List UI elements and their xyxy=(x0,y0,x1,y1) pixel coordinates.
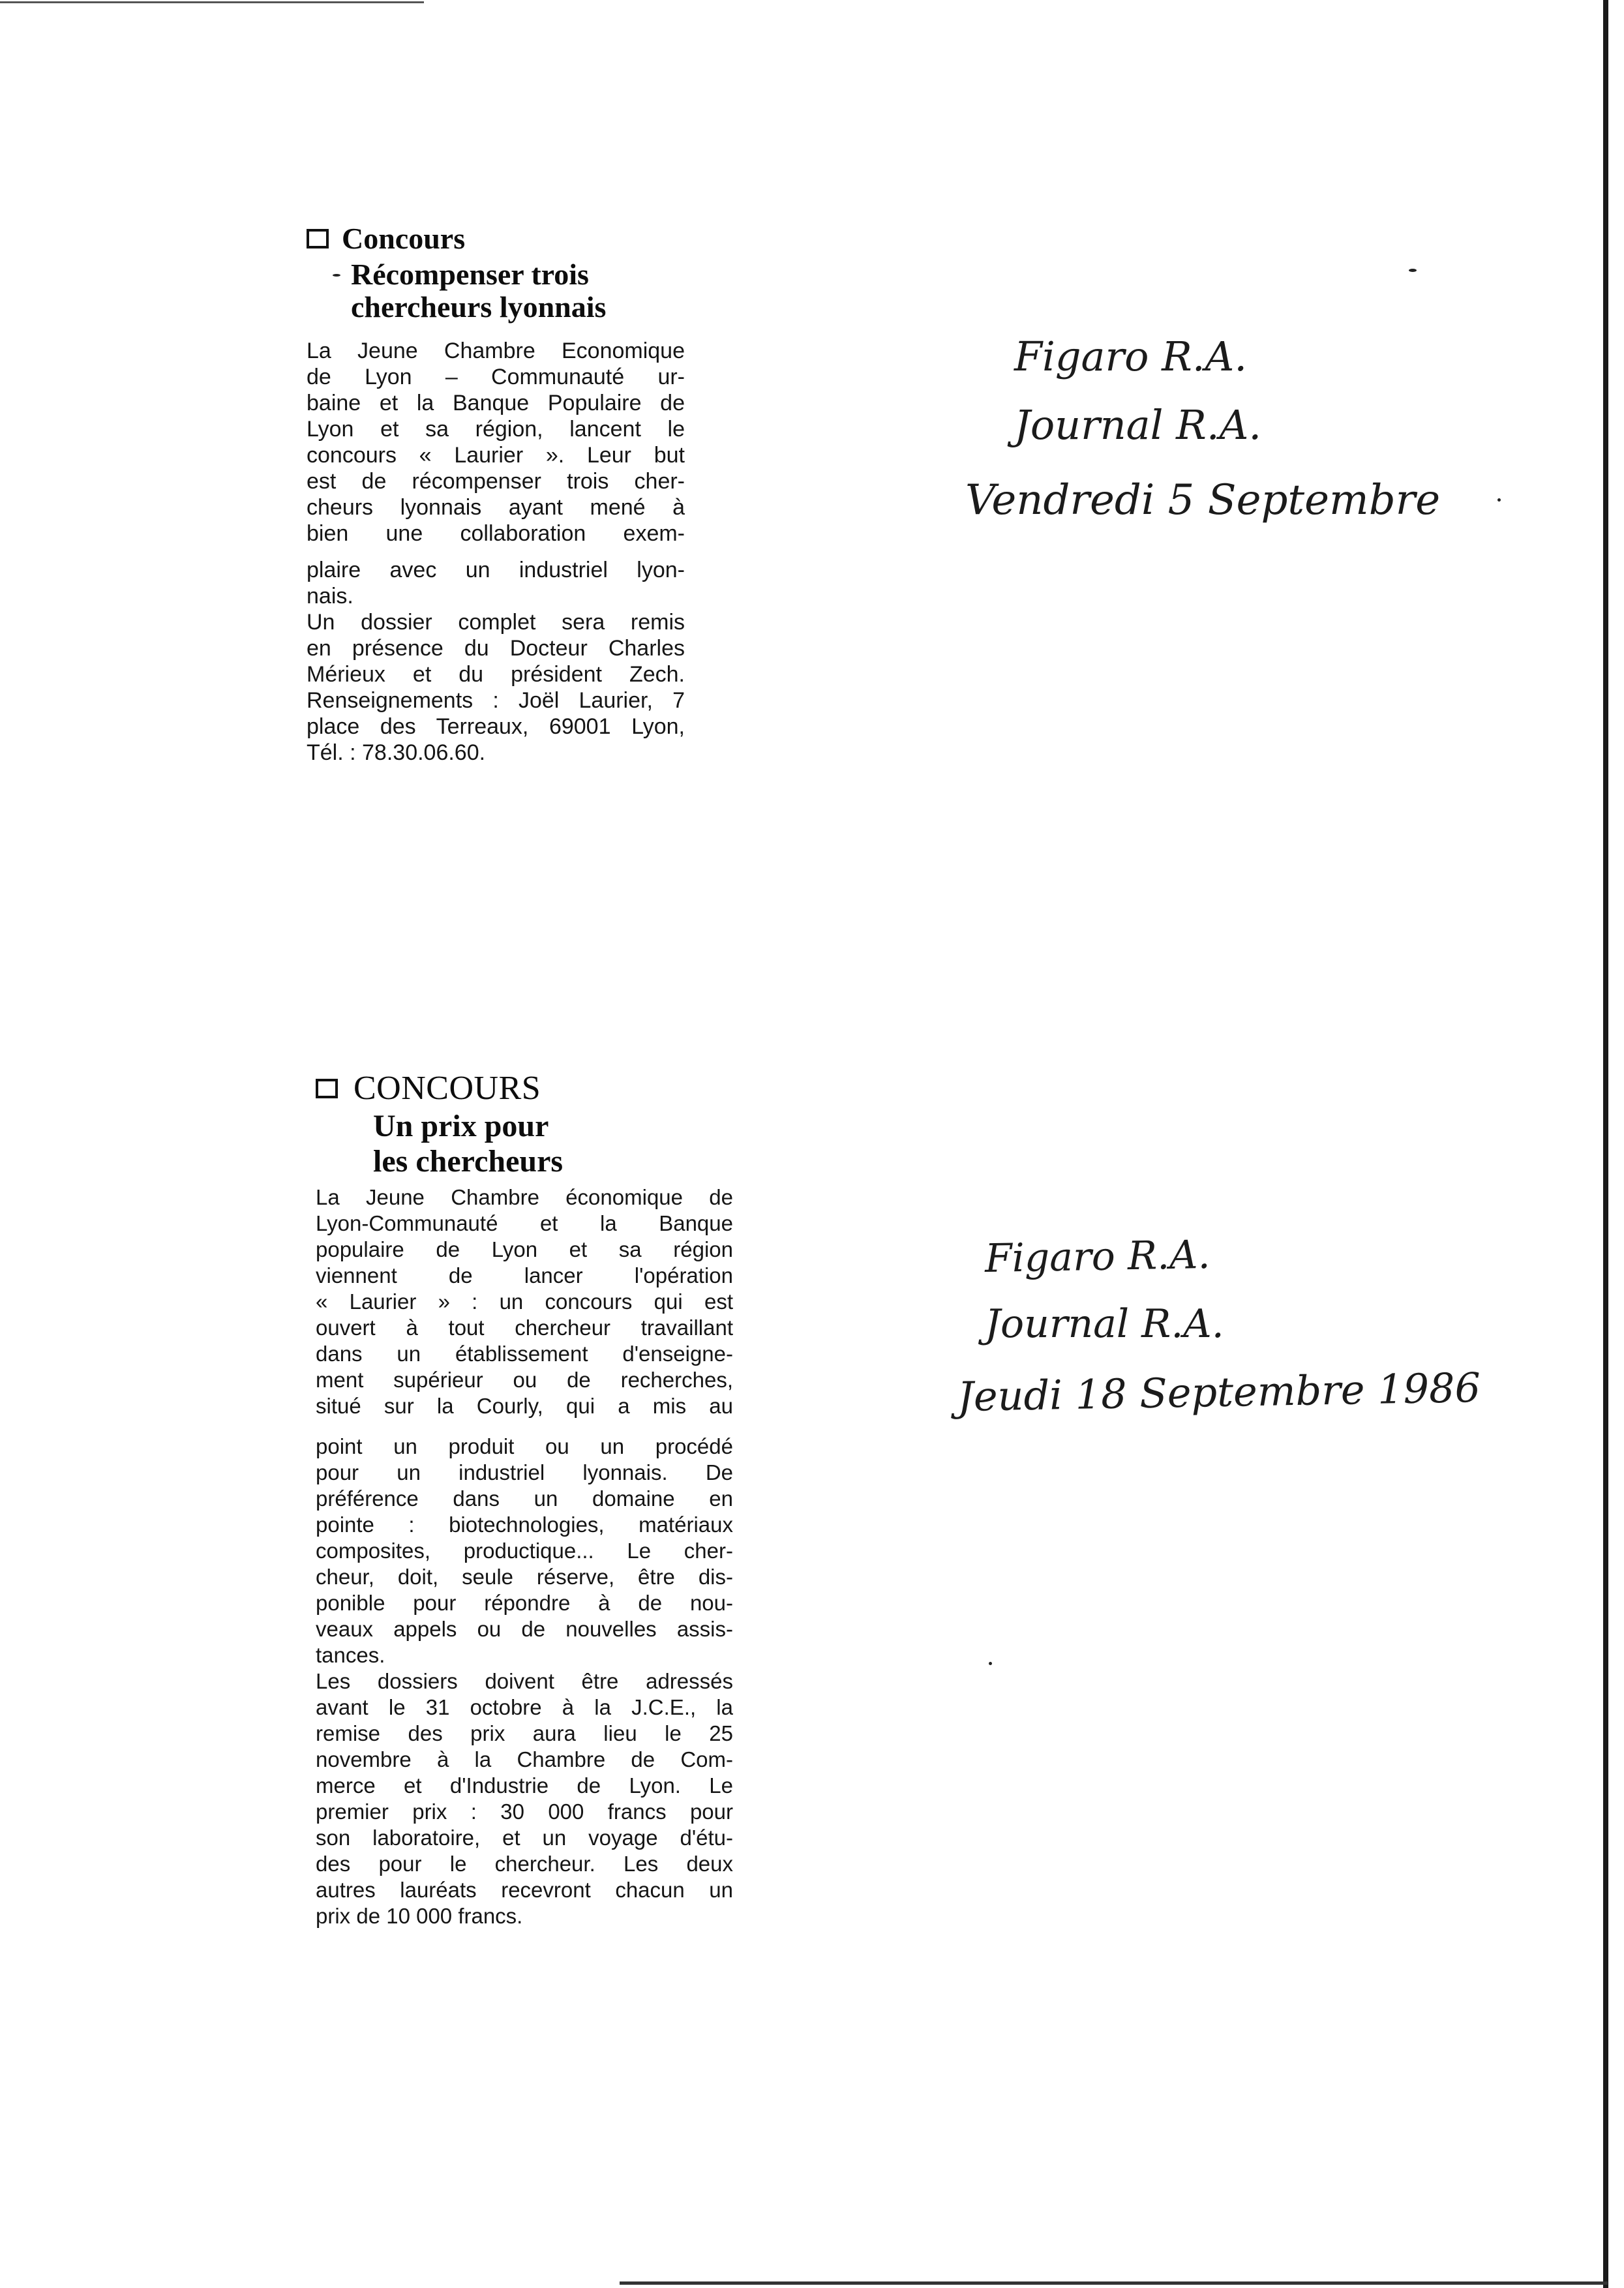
body-line: Lyon-Communauté et la Banque xyxy=(316,1211,733,1235)
handwritten-note-2-line-2: Journal R.A. xyxy=(985,1301,1224,1347)
clipping-2-kicker-line xyxy=(316,1070,733,1107)
clipping-2-kicker: CONCOURS xyxy=(353,1070,541,1107)
scan-bottom-edge xyxy=(620,2281,1608,2285)
body-line: de Lyon – Communauté ur- xyxy=(307,365,685,389)
column-break xyxy=(316,1419,733,1434)
body-line: bien une collaboration exem- xyxy=(307,521,685,546)
checkbox-square-icon xyxy=(307,229,329,248)
handwritten-note-1-line-2: Journal R.A. xyxy=(1014,401,1262,449)
body-line: avant le 31 octobre à la J.C.E., la xyxy=(316,1695,733,1719)
body-line: La Jeune Chambre économique de xyxy=(316,1185,733,1209)
body-line: cheurs lyonnais ayant mené à xyxy=(307,495,685,520)
body-line: point un produit ou un procédé xyxy=(316,1434,733,1458)
headline-line: Récompenser trois xyxy=(351,258,589,291)
body-line: tances. xyxy=(316,1643,385,1667)
body-line: nais. xyxy=(307,584,353,609)
checkbox-square-icon xyxy=(316,1079,338,1098)
body-line: ponible pour répondre à de nou- xyxy=(316,1591,733,1615)
headline-line: Un prix pour xyxy=(373,1109,549,1143)
clipping-1-kicker: Concours xyxy=(342,222,466,255)
body-line: Tél. : 78.30.06.60. xyxy=(307,740,486,765)
body-line: Mérieux et du président Zech. xyxy=(307,662,685,687)
body-line: Un dossier complet sera remis xyxy=(307,610,685,635)
scan-speck xyxy=(1497,498,1501,502)
clipping-2-headline xyxy=(373,1109,733,1179)
body-line: ment supérieur ou de recherches, xyxy=(316,1368,733,1392)
body-line: populaire de Lyon et sa région xyxy=(316,1237,733,1261)
clipping-1-body xyxy=(307,338,685,766)
body-line: composites, productique... Le cher- xyxy=(316,1539,733,1563)
clipping-1-headline xyxy=(351,258,685,324)
handwritten-note-2-line-1: Figaro R.A. xyxy=(984,1231,1211,1282)
clipping-2-body xyxy=(316,1184,733,1929)
body-line: pour un industriel lyonnais. De xyxy=(316,1460,733,1484)
handwritten-note-1-line-3: Vendredi 5 Septembre xyxy=(965,476,1441,524)
body-line: est de récompenser trois cher- xyxy=(307,469,685,494)
body-line: La Jeune Chambre Economique xyxy=(307,339,685,363)
body-line: merce et d'Industrie de Lyon. Le xyxy=(316,1773,733,1798)
scan-speck xyxy=(1409,269,1417,272)
body-line: baine et la Banque Populaire de xyxy=(307,391,685,415)
body-line: pointe : biotechnologies, matériaux xyxy=(316,1513,733,1537)
scan-speck xyxy=(989,1662,992,1665)
handwritten-note-2-line-3: Jeudi 18 Septembre 1986 xyxy=(957,1364,1481,1421)
body-line: viennent de lancer l'opération xyxy=(316,1263,733,1287)
clipping-1-kicker-line xyxy=(307,222,685,256)
body-line: Lyon et sa région, lancent le xyxy=(307,417,685,442)
body-line: cheur, doit, seule réserve, être dis- xyxy=(316,1565,733,1589)
body-line: concours « Laurier ». Leur but xyxy=(307,443,685,468)
body-line: place des Terreaux, 69001 Lyon, xyxy=(307,714,685,739)
body-line: remise des prix aura lieu le 25 xyxy=(316,1721,733,1745)
scan-top-edge xyxy=(0,1,424,3)
body-line: des pour le chercheur. Les deux xyxy=(316,1852,733,1876)
body-line: novembre à la Chambre de Com- xyxy=(316,1747,733,1771)
body-line: son laboratoire, et un voyage d'étu- xyxy=(316,1826,733,1850)
body-line: plaire avec un industriel lyon- xyxy=(307,558,685,582)
body-line: ouvert à tout chercheur travaillant xyxy=(316,1316,733,1340)
body-line: Les dossiers doivent être adressés xyxy=(316,1669,733,1693)
scan-right-edge xyxy=(1603,0,1608,2288)
headline-line: les chercheurs xyxy=(373,1144,564,1179)
handwritten-note-1-line-1: Figaro R.A. xyxy=(1014,333,1248,380)
body-line: prix de 10 000 francs. xyxy=(316,1904,523,1928)
body-line: situé sur la Courly, qui a mis au xyxy=(316,1394,733,1418)
body-line: « Laurier » : un concours qui est xyxy=(316,1289,733,1314)
news-clipping-2 xyxy=(316,1070,733,1929)
body-line: veaux appels ou de nouvelles assis- xyxy=(316,1617,733,1641)
body-line: en présence du Docteur Charles xyxy=(307,636,685,661)
body-line: préférence dans un domaine en xyxy=(316,1486,733,1511)
headline-line: chercheurs lyonnais xyxy=(351,290,607,324)
body-line: Renseignements : Joël Laurier, 7 xyxy=(307,688,685,713)
body-line: autres lauréats recevront chacun un xyxy=(316,1878,733,1902)
column-break xyxy=(307,547,685,557)
body-line: dans un établissement d'enseigne- xyxy=(316,1342,733,1366)
news-clipping-1 xyxy=(307,222,685,766)
body-line: premier prix : 30 000 francs pour xyxy=(316,1799,733,1824)
